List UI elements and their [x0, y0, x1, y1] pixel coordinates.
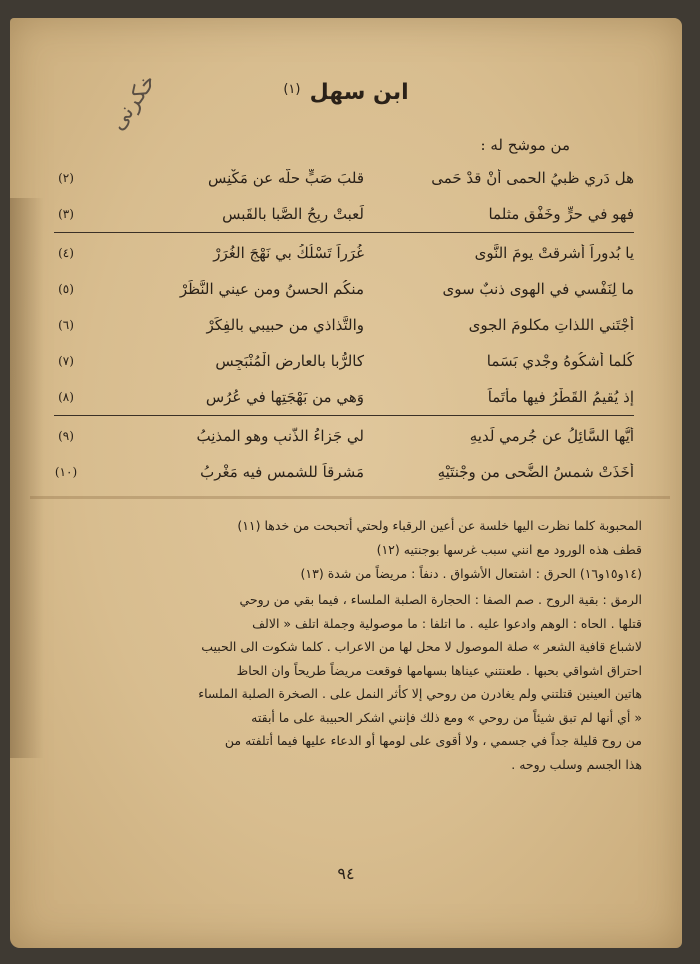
verse-second-hemistich: لَعبتْ ريحُ الصَّبا بالقَبسِ: [222, 205, 364, 223]
verse-number: (٧): [58, 354, 74, 368]
verse-first-hemistich: كُلما أشكُوهُ وجْدي بَسَما: [486, 352, 634, 370]
verse-second-hemistich: غُرَراً تَسْلُكُ بي نَهْجَ الغُرَرْ: [213, 244, 364, 262]
verse-line: [54, 379, 634, 415]
gloss-line: « أي أنها لم تبق شيئاً من روحي » ومع ذلك فإنني اشكر الحبيبة على ما أبقته: [251, 709, 642, 725]
footnote-line: (١٤و١٥و١٦) الحرق : اشتعال الأشواق . دنفاً : مريضاً من شدة (١٣): [300, 566, 642, 581]
verse-line: [54, 160, 634, 196]
verse-line: [54, 271, 634, 307]
verse-line: [54, 235, 634, 271]
verse-line: [54, 307, 634, 343]
verse-number: (٣): [58, 207, 74, 221]
footnotes: [42, 514, 642, 586]
verse-line: [54, 418, 634, 454]
title-footnote-marker: (١): [283, 81, 301, 97]
verse-second-hemistich: والتَّذاذي من حبيبي بالفِكَرْ: [206, 316, 364, 334]
gloss-line: هذا الجسم وسلب روحه .: [511, 756, 642, 772]
verse-number: (٩): [58, 429, 74, 443]
gloss-line: من روح قليلة جداً في جسمي ، ولا أقوى على لومها أو الدعاء عليها فيما أتلفته من: [224, 733, 642, 748]
footnote-line: قطف هذه الورود مع انني سبب غرسها بوجنتيه (١٢): [376, 542, 642, 557]
verse-number: (٢): [58, 171, 74, 185]
verse-second-hemistich: مَشرِقاً للشمسِ فيه مَغْرِبُ: [200, 463, 364, 481]
page-number: ٩٤: [337, 864, 355, 883]
stanza-divider: [54, 232, 634, 233]
verse-second-hemistich: كالرُّبا بالعارِضِ الْمُنْبَجِسِ: [215, 352, 364, 370]
verse-first-hemistich: ما لِنَفْسي في الهوى ذنبٌ سوى: [442, 280, 634, 298]
verse-second-hemistich: وَهي من بَهْجَتِها في عُرُسِ: [205, 388, 364, 406]
page-title: ابن سهل: [309, 80, 409, 105]
gloss-line: احتراق اشواقي بحبها . طعنتني عيناها بسهامها فوقعت مريضاً طريحاً وان الحاظ: [236, 662, 642, 678]
page-stain: [10, 198, 44, 758]
page-fold: [30, 496, 670, 499]
gloss-line: قتلها . الحاه : الوهم وادعوا عليه . ما اتلفا : ما موصولية وجملة اتلف « الالف: [252, 615, 642, 631]
gloss-line: لاشباع قافية الشعر » صلة الموصول لا محل لها من الاعراب . كلما شكوت الى الحبيب: [201, 639, 642, 654]
verse-line: [54, 454, 634, 490]
verse-second-hemistich: قلبَ صَبٍّ حلّه عن مَكْنِسِ: [207, 169, 364, 187]
verse-number: (٥): [58, 282, 74, 296]
poem-verses: [54, 160, 634, 490]
verse-first-hemistich: يا بُدوراً أشرقتْ يومَ النَّوى: [474, 244, 634, 262]
gloss-line: الرمق : بقية الروح . صم الصفا : الحجارة الصلبة الملساء ، فيما بقي من روحي: [239, 592, 642, 607]
verse-line: [54, 343, 634, 379]
intro-line: من موشح له :: [480, 136, 570, 154]
glossary-paragraph: [42, 588, 642, 776]
verse-line: [54, 196, 634, 232]
verse-second-hemistich: لي جَزاءُ الذَّنبِ وهو المذنِبُ: [196, 427, 364, 445]
gloss-line: هاتين العينين قتلتني ولم يغادرن من روحي إلا كأثر النمل على . الصخرة الصلبة الملساء: [198, 686, 642, 701]
book-page: [10, 18, 682, 948]
verse-number: (٤): [58, 246, 74, 260]
verse-first-hemistich: فهو في حرٍّ وخَفْقٍ مثلما: [488, 205, 634, 223]
verse-first-hemistich: أجْتَني اللذاتِ مكلومَ الجوى: [468, 316, 634, 334]
verse-number: (٨): [58, 390, 74, 404]
title-block: [10, 80, 682, 105]
verse-first-hemistich: هل دَري ظبيُ الحمى أنْ قدْ حَمى: [431, 169, 634, 187]
verse-number: (١٠): [54, 465, 78, 479]
footnote-line: المحبوبة كلما نظرت اليها خلسة عن أعين الرقباء ولحتي أتحبحت من خدها (١١): [237, 518, 642, 533]
verse-first-hemistich: أيُّها السَّائِلُ عن جُرمي لَديهِ: [469, 427, 634, 445]
verse-first-hemistich: إذ يُقيمُ القَطْرُ فيها مأتَماً: [487, 388, 634, 406]
handwritten-note: خكرنى: [105, 69, 162, 136]
verse-second-hemistich: منكُم الحسنُ ومن عيني النَّظَرْ: [179, 280, 364, 298]
stanza-divider: [54, 415, 634, 416]
verse-number: (٦): [58, 318, 74, 332]
verse-first-hemistich: أخَذَتْ شمسُ الضُّحى من وجْنتَيْهِ: [437, 463, 634, 481]
